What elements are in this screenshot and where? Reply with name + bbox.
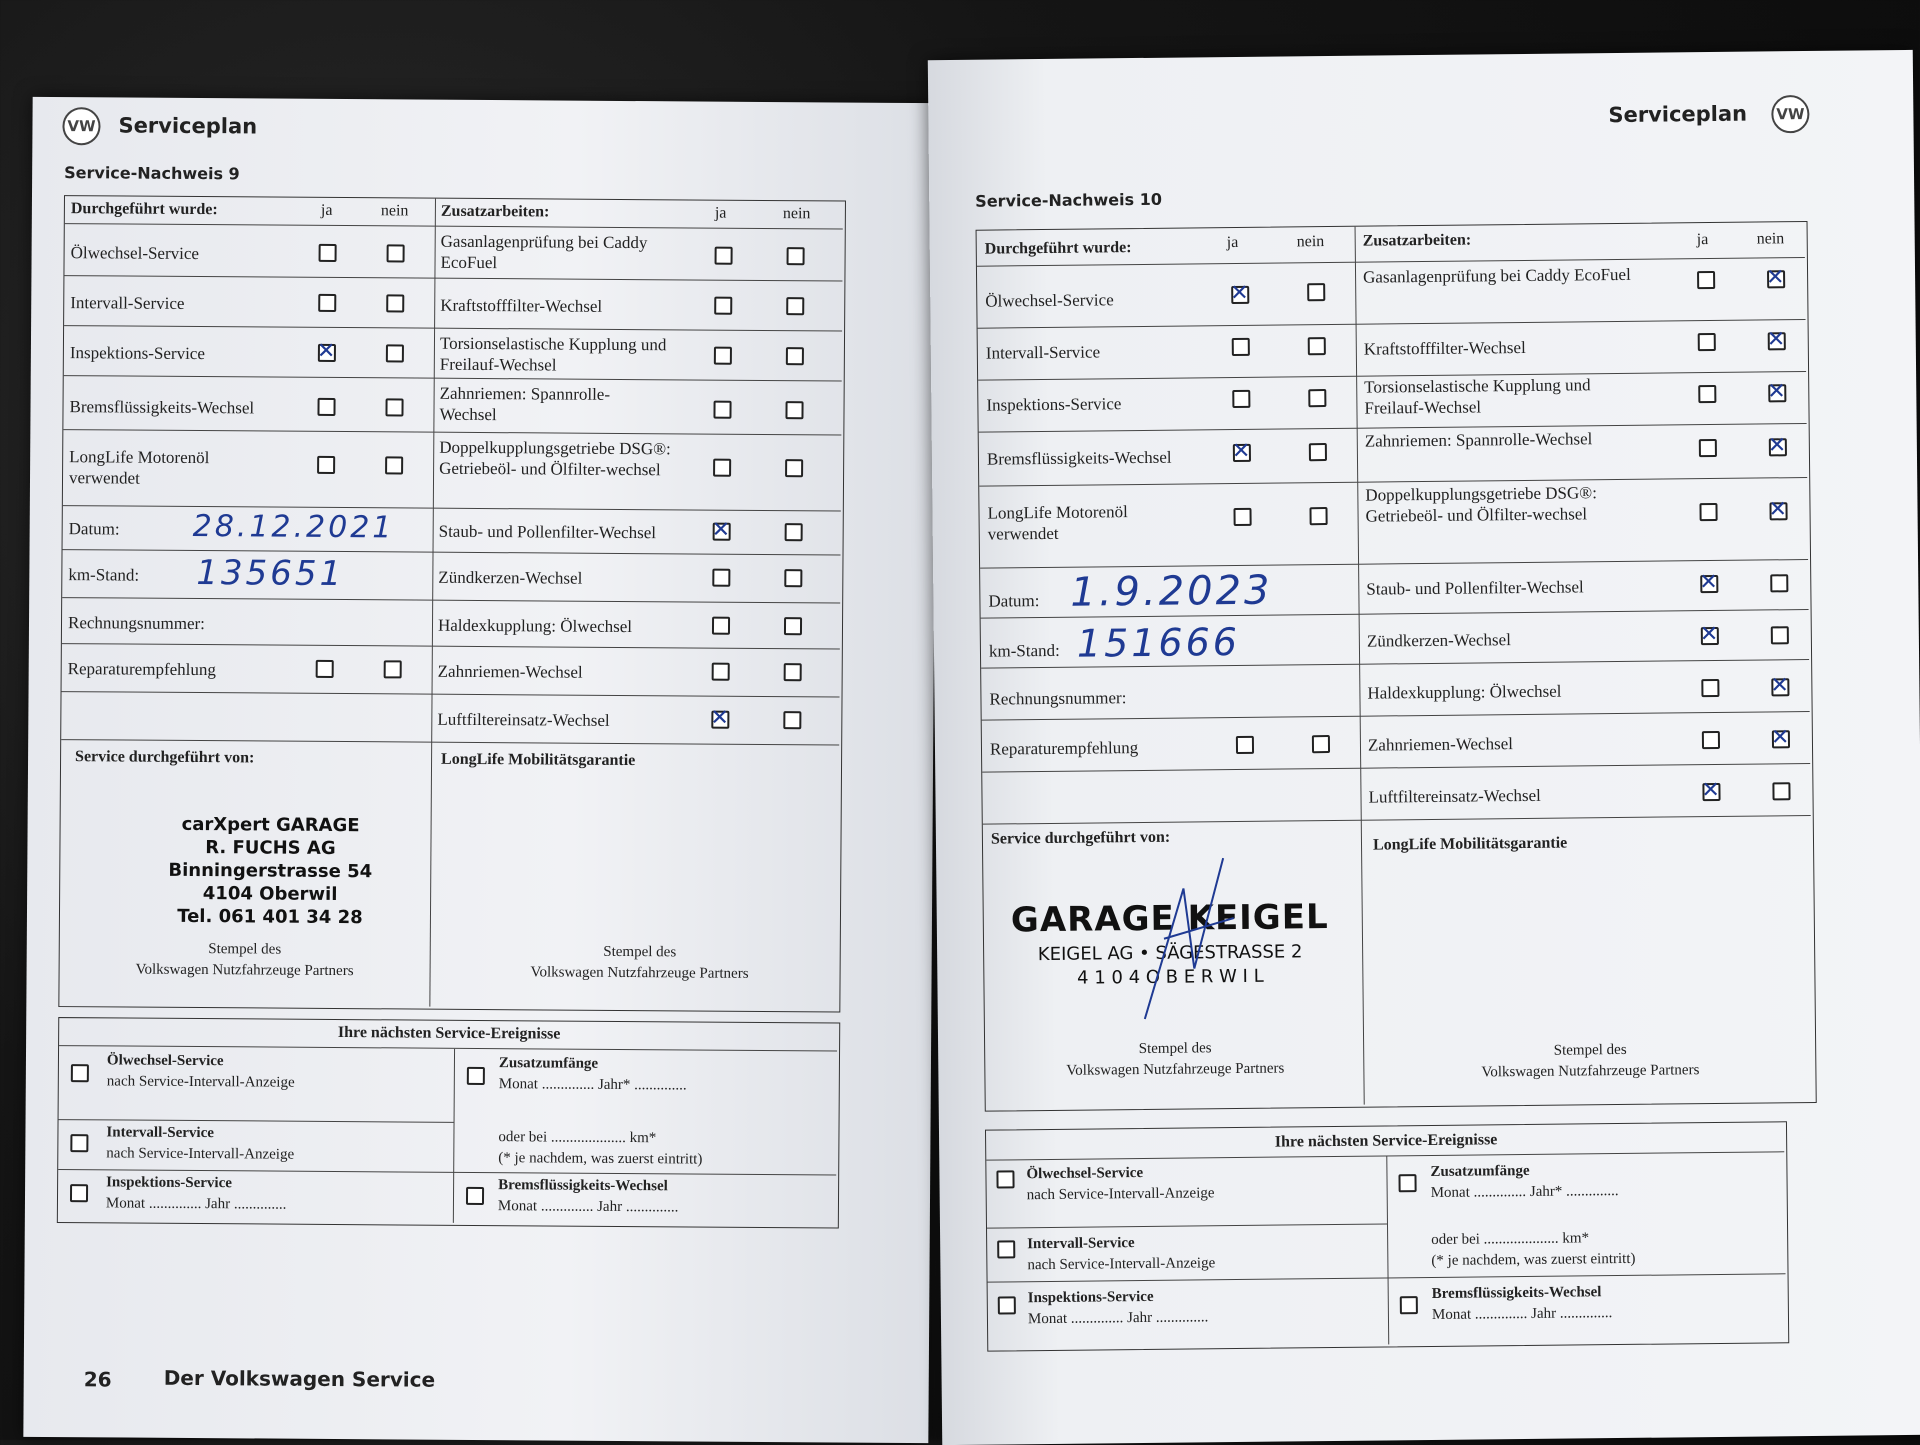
row-sep (1356, 318, 1806, 325)
next-events-box (985, 1121, 1789, 1351)
checkbox[interactable] (787, 247, 805, 265)
row-sep (433, 507, 841, 512)
oder-bei (498, 1127, 702, 1170)
checkbox[interactable] (317, 456, 335, 474)
reparatur-label: Reparaturempfehlung (67, 659, 216, 680)
stamp-line: R. FUCHS AG (205, 837, 336, 859)
checkbox[interactable] (1232, 390, 1250, 408)
checkbox[interactable] (712, 663, 730, 681)
extra-label: Zahnriemen-Wechsel (437, 661, 583, 682)
monat-jahr: Monat .............. Jahr .............. (1431, 1305, 1613, 1323)
next-oel (1026, 1162, 1214, 1206)
checkbox[interactable] (1770, 574, 1788, 592)
next-sub: nach Service-Intervall-Anzeige (106, 1145, 295, 1163)
row-sep (63, 504, 433, 509)
extra-label: Doppelkupplungsgetriebe DSG®: Getriebeöl- und Ölfilter-wechsel (1365, 483, 1597, 526)
extra-label: Torsionselastische Kupplung und Freilauf-Wechsel (439, 333, 667, 375)
next-title: Ölwechsel-Service (106, 1052, 224, 1070)
checkbox[interactable] (319, 244, 337, 262)
checkbox[interactable] (386, 344, 404, 362)
nein-head: nein (782, 205, 811, 223)
checkbox[interactable] (1698, 385, 1716, 403)
stamp-keigel: GARAGE KEIGEL (1010, 897, 1329, 941)
extras-head: Zusatzarbeiten: (440, 202, 550, 221)
row-sep (433, 431, 841, 436)
row-sep (982, 715, 1360, 721)
extra-label: Zahnriemen: Spannrolle-Wechsel (439, 383, 611, 425)
row-label: Ölwechsel-Service (985, 290, 1114, 311)
monat-jahr: Monat .............. Jahr .............. (1027, 1309, 1209, 1328)
checkbox[interactable] (384, 660, 402, 678)
checkbox-checked[interactable] (318, 344, 336, 362)
checkbox[interactable] (1699, 503, 1717, 521)
checkbox[interactable] (784, 617, 802, 635)
next-oel (107, 1050, 295, 1093)
checkbox[interactable] (1701, 679, 1719, 697)
row-sep (432, 645, 840, 650)
checkbox[interactable] (784, 569, 802, 587)
checkbox-checked[interactable] (1231, 286, 1249, 304)
checkbox-checked[interactable] (1769, 438, 1787, 456)
rechnung-label: Rechnungsnummer: (989, 688, 1127, 709)
next-events-title: Ihre nächsten Service-Ereignisse (337, 1024, 561, 1043)
stempel-line: Stempel des (1553, 1041, 1627, 1059)
stamp-line: Tel. 061 401 34 28 (177, 905, 363, 929)
ja-head: ja (1226, 233, 1239, 252)
row-label: Inspektions-Service (986, 394, 1122, 415)
row-sep (433, 551, 841, 556)
signature-icon (1123, 848, 1245, 1029)
extras-head: Zusatzarbeiten: (1362, 231, 1472, 250)
km-label: km-Stand: (68, 565, 140, 585)
next-insp (106, 1172, 287, 1215)
km-label: km-Stand: (988, 640, 1060, 661)
monat-jahr: Monat .............. Jahr .............. (497, 1198, 679, 1216)
checkbox[interactable] (996, 1170, 1014, 1188)
checkbox[interactable] (70, 1184, 88, 1202)
checkbox[interactable] (1308, 337, 1326, 355)
extra-label: Kraftstofffilter-Wechsel (440, 295, 603, 316)
row-sep (1359, 658, 1809, 665)
vw-logo-icon: VW (1771, 95, 1809, 133)
checkbox[interactable] (1400, 1296, 1418, 1314)
checkbox[interactable] (786, 347, 804, 365)
checkbox[interactable] (998, 1296, 1016, 1314)
col-head: Durchgeführt wurde: (984, 239, 1132, 258)
checkbox[interactable] (1699, 439, 1717, 457)
checkbox[interactable] (317, 398, 335, 416)
next-events-title: Ihre nächsten Service-Ereignisse (1274, 1131, 1498, 1151)
checkbox[interactable] (318, 294, 336, 312)
nein-head: nein (1296, 233, 1325, 251)
row-sep (64, 374, 434, 379)
row-sep (1358, 558, 1808, 565)
checkbox[interactable] (467, 1067, 485, 1085)
row-label: Ölwechsel-Service (70, 243, 200, 264)
row-label: Inspektions-Service (69, 343, 205, 364)
row-sep (1360, 762, 1810, 769)
checkbox-checked[interactable] (711, 711, 729, 729)
next-insp (1028, 1286, 1209, 1330)
stempel-caption (995, 1037, 1355, 1083)
rechnung-label: Rechnungsnummer: (67, 613, 206, 634)
checkbox[interactable] (387, 244, 405, 262)
stamp-line: Binningerstrasse 54 (168, 859, 373, 883)
row-sep (1360, 710, 1810, 717)
datum-value: 28.12.2021 (192, 508, 395, 546)
datum-value: 1.9.2023 (1070, 567, 1273, 616)
extra-label: Gasanlagenprüfung bei Caddy EcoFuel (440, 231, 648, 273)
brems-title: Bremsflüssigkeits-Wechsel (498, 1177, 668, 1195)
stamp-carxpert (120, 812, 421, 929)
next-sub: nach Service-Intervall-Anzeige (1026, 1185, 1215, 1204)
checkbox[interactable] (785, 459, 803, 477)
checkbox[interactable] (385, 398, 403, 416)
checkbox[interactable] (1312, 735, 1330, 753)
zusatz (499, 1053, 687, 1096)
checkbox[interactable] (784, 663, 802, 681)
brems (1432, 1282, 1613, 1326)
next-title: Ölwechsel-Service (1026, 1165, 1144, 1183)
next-int (1027, 1232, 1215, 1276)
row-sep (63, 548, 433, 553)
service-table (976, 221, 1817, 1112)
checkbox[interactable] (1702, 731, 1720, 749)
stempel-line: Volkswagen Nutzfahrzeuge Partners (135, 961, 354, 980)
row-sep (979, 427, 1357, 433)
brems-title: Bremsflüssigkeits-Wechsel (1431, 1284, 1602, 1302)
nein-head: nein (1756, 230, 1785, 248)
stamp-line: KEIGEL AG • SÄGESTRASSE 2 (1037, 941, 1303, 966)
service-by-label: Service durchgeführt von: (75, 748, 255, 767)
next-sub: nach Service-Intervall-Anzeige (1027, 1255, 1216, 1274)
row-sep (978, 375, 1356, 381)
monat-jahr: Monat .............. Jahr* .............. (498, 1076, 687, 1094)
row-sep (432, 599, 840, 604)
monat-jahr: Monat .............. Jahr* .............. (1430, 1183, 1619, 1201)
right-page (928, 50, 1920, 1445)
checkbox-checked[interactable] (1700, 575, 1718, 593)
stamp-line: carXpert GARAGE (181, 813, 360, 837)
next-events-box (57, 1017, 840, 1228)
divider (429, 199, 436, 1007)
row-sep (983, 814, 1811, 825)
row-sep (64, 324, 434, 329)
row-sep (435, 225, 843, 230)
checkbox[interactable] (785, 401, 803, 419)
checkbox[interactable] (1236, 736, 1254, 754)
row-sep (432, 693, 840, 698)
row-sep (1359, 608, 1809, 615)
page-header: Serviceplan (118, 113, 258, 139)
nachdem-line: (* je nachdem, was zuerst eintritt) (1431, 1250, 1636, 1269)
extra-label: Kraftstofffilter-Wechsel (1363, 337, 1526, 359)
checkbox-checked[interactable] (1769, 502, 1787, 520)
row-sep (982, 767, 1360, 773)
extra-label: Haldexkupplung: Ölwechsel (437, 615, 633, 637)
next-title: Inspektions-Service (106, 1174, 233, 1192)
extra-label: Staub- und Pollenfilter-Wechsel (1366, 577, 1584, 599)
checkbox[interactable] (70, 1134, 88, 1152)
checkbox[interactable] (1772, 782, 1790, 800)
datum-label: Datum: (988, 591, 1040, 611)
next-title: Intervall-Service (106, 1124, 214, 1142)
extra-label: Luftfiltereinsatz-Wechsel (1368, 785, 1541, 807)
row-sep (65, 222, 435, 227)
ja-head: ja (320, 201, 333, 219)
row-sep (434, 277, 842, 282)
row-sep (62, 690, 432, 695)
nachweis-title: Service-Nachweis 10 (975, 189, 1163, 211)
checkbox[interactable] (712, 569, 730, 587)
checkbox-checked[interactable] (1767, 270, 1785, 288)
stempel-line: Volkswagen Nutzfahrzeuge Partners (1066, 1060, 1285, 1079)
extra-label: Luftfiltereinsatz-Wechsel (437, 709, 610, 730)
checkbox[interactable] (714, 347, 732, 365)
row-sep (434, 327, 842, 332)
stempel-caption (80, 938, 410, 982)
oder-bei-line: oder bei .................... km* (1431, 1230, 1590, 1248)
stempel-caption (1375, 1038, 1805, 1085)
stamp-line: 4104 Oberwil (202, 883, 338, 906)
stempel-line: Volkswagen Nutzfahrzeuge Partners (1481, 1062, 1700, 1081)
checkbox[interactable] (713, 459, 731, 477)
checkbox[interactable] (715, 247, 733, 265)
row-label: Intervall-Service (70, 293, 185, 313)
zusatz (1430, 1160, 1618, 1204)
checkbox[interactable] (997, 1240, 1015, 1258)
checkbox-checked[interactable] (1768, 332, 1786, 350)
page-header: Serviceplan (1608, 101, 1748, 128)
oder-bei-line: oder bei .................... km* (498, 1129, 657, 1147)
stamp-line: 4 1 0 4 O B E R W I L (1077, 965, 1264, 989)
extra-label: Gasanlagenprüfung bei Caddy EcoFuel (1362, 264, 1631, 287)
checkbox[interactable] (1309, 507, 1327, 525)
checkbox[interactable] (386, 294, 404, 312)
extra-label: Doppelkupplungsgetriebe DSG®: Getriebeöl- und Ölfilter-wechsel (439, 437, 671, 480)
checkbox[interactable] (1308, 389, 1326, 407)
longlife-label: LongLife Mobilitätsgarantie (441, 750, 636, 770)
vw-logo-icon: VW (62, 107, 100, 145)
checkbox[interactable] (786, 297, 804, 315)
checkbox[interactable] (785, 523, 803, 541)
row-sep (62, 642, 432, 647)
divider (1386, 1156, 1389, 1344)
brems (498, 1175, 679, 1218)
km-value: 135651 (196, 553, 345, 595)
checkbox[interactable] (1309, 443, 1327, 461)
reparatur-label: Reparaturempfehlung (989, 738, 1139, 759)
row-label: LongLife Motorenöl verwendet (68, 447, 210, 488)
checkbox[interactable] (783, 711, 801, 729)
checkbox-checked[interactable] (1701, 627, 1719, 645)
row-sep (61, 738, 839, 745)
extra-label: Staub- und Pollenfilter-Wechsel (438, 521, 657, 543)
ja-head: ja (1696, 231, 1709, 249)
checkbox[interactable] (1233, 508, 1251, 526)
stempel-line: Stempel des (208, 941, 282, 958)
checkbox[interactable] (1398, 1174, 1416, 1192)
checkbox[interactable] (713, 401, 731, 419)
checkbox-checked[interactable] (1772, 730, 1790, 748)
page-number: 26 (83, 1367, 112, 1392)
left-page (23, 97, 937, 1443)
row-sep (62, 596, 432, 601)
checkbox[interactable] (385, 456, 403, 474)
checkbox[interactable] (1698, 333, 1716, 351)
row-label: Bremsflüssigkeits-Wechsel (69, 397, 255, 418)
row-sep (979, 481, 1357, 487)
checkbox[interactable] (714, 297, 732, 315)
extra-label: Haldexkupplung: Ölwechsel (1367, 681, 1562, 703)
checkbox[interactable] (1232, 338, 1250, 356)
checkbox[interactable] (1771, 626, 1789, 644)
next-int (106, 1122, 294, 1165)
footer-title: Der Volkswagen Service (163, 1365, 436, 1392)
checkbox-checked[interactable] (713, 523, 731, 541)
checkbox-checked[interactable] (1233, 444, 1251, 462)
monat-jahr: Monat .............. Jahr .............. (105, 1195, 287, 1213)
stempel-line: Stempel des (1138, 1040, 1212, 1058)
zusatz-title: Zusatzumfänge (498, 1055, 599, 1072)
col-head: Durchgeführt wurde: (70, 200, 218, 219)
checkbox[interactable] (466, 1187, 484, 1205)
row-sep (977, 256, 1805, 267)
row-sep (987, 1222, 1387, 1228)
extra-label: Zahnriemen: Spannrolle-Wechsel (1364, 429, 1593, 451)
service-table (58, 195, 846, 1012)
km-value: 151666 (1076, 619, 1241, 666)
next-title: Inspektions-Service (1027, 1288, 1154, 1307)
extra-label: Zündkerzen-Wechsel (438, 567, 583, 588)
checkbox[interactable] (712, 617, 730, 635)
nachweis-title: Service-Nachweis 9 (64, 163, 240, 184)
row-label: Bremsflüssigkeits-Wechsel (986, 447, 1172, 469)
checkbox[interactable] (1697, 271, 1715, 289)
next-title: Intervall-Service (1027, 1235, 1135, 1253)
checkbox-checked[interactable] (1702, 783, 1720, 801)
nachdem-line: (* je nachdem, was zuerst eintritt) (498, 1150, 703, 1168)
checkbox[interactable] (316, 660, 334, 678)
ja-head: ja (714, 204, 727, 222)
nein-head: nein (380, 202, 409, 220)
row-sep (978, 323, 1356, 329)
checkbox[interactable] (1307, 283, 1325, 301)
service-by-label: Service durchgeführt von: (990, 828, 1171, 848)
next-sub: nach Service-Intervall-Anzeige (106, 1073, 295, 1091)
row-label: Intervall-Service (985, 342, 1101, 363)
extra-label: Zündkerzen-Wechsel (1366, 630, 1511, 651)
extra-label: Torsionselastische Kupplung und Freilauf-Wechsel (1364, 375, 1591, 418)
stempel-line: Volkswagen Nutzfahrzeuge Partners (530, 964, 749, 982)
stempel-caption (450, 941, 830, 986)
row-sep (64, 274, 434, 279)
checkbox-checked[interactable] (1768, 384, 1786, 402)
oder-bei (1431, 1228, 1636, 1272)
checkbox[interactable] (71, 1064, 89, 1082)
row-label: LongLife Motorenöl verwendet (987, 502, 1128, 544)
datum-label: Datum: (68, 519, 120, 539)
zusatz-title: Zusatzumfänge (1430, 1162, 1530, 1180)
row-sep (63, 428, 433, 433)
checkbox-checked[interactable] (1771, 678, 1789, 696)
extra-label: Zahnriemen-Wechsel (1367, 734, 1514, 755)
longlife-label: LongLife Mobilitätsgarantie (1372, 834, 1568, 854)
stempel-line: Stempel des (603, 943, 677, 961)
divider (453, 1049, 455, 1223)
row-sep (434, 377, 842, 382)
